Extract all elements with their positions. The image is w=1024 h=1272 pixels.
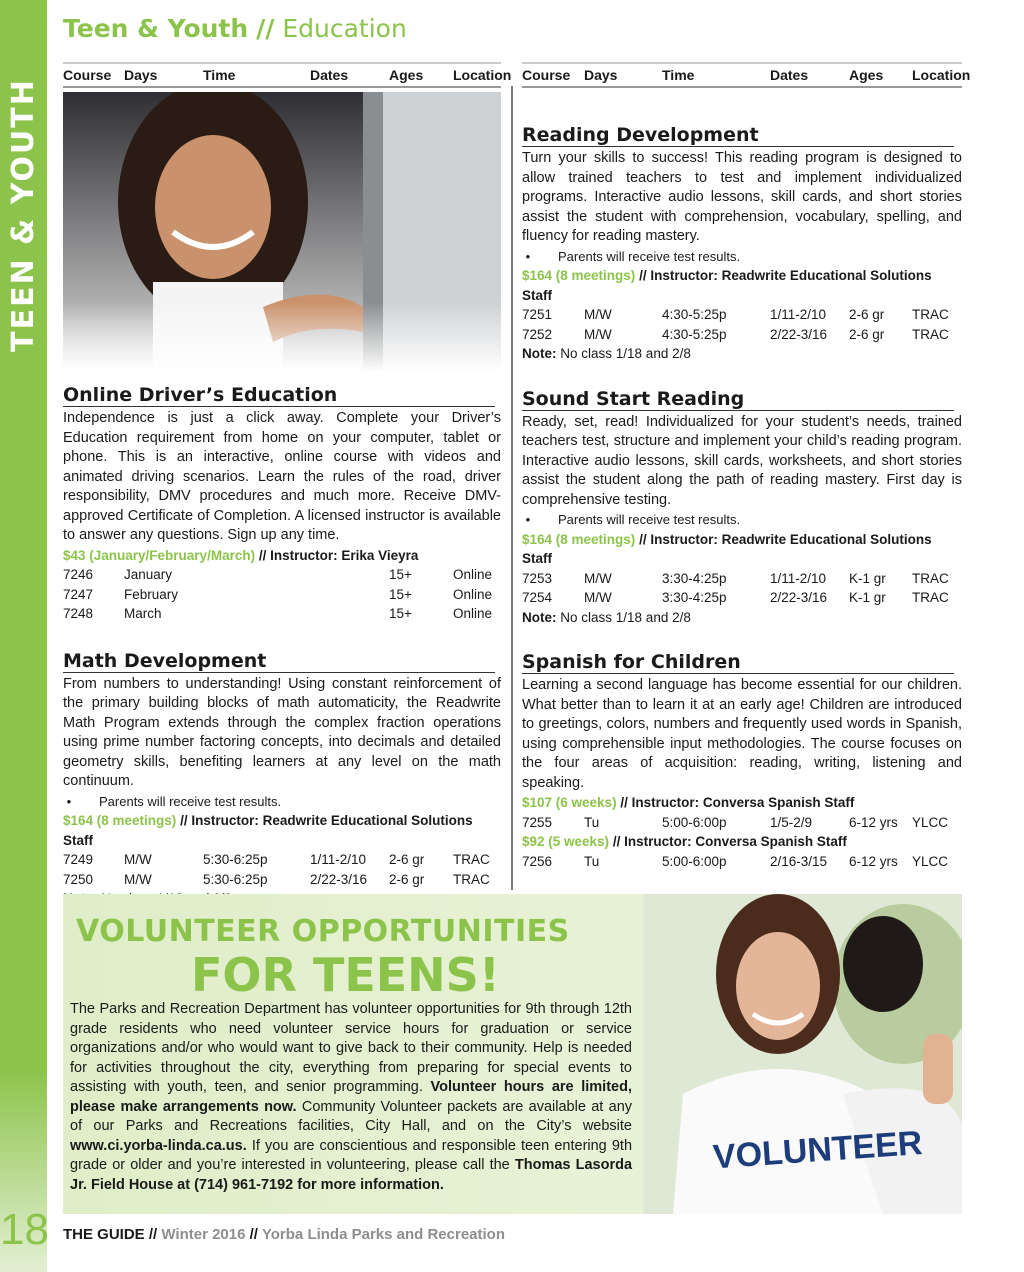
cell-dates: 2/22-3/16 bbox=[770, 326, 828, 342]
table-row bbox=[522, 852, 962, 872]
cell-ages: 15+ bbox=[389, 606, 412, 621]
course-online-drivers-ed bbox=[63, 384, 501, 624]
footer-org: Yorba Linda Parks and Recreation bbox=[261, 1226, 506, 1243]
cell-time: 5:30-6:25p bbox=[203, 852, 268, 867]
col-location: Location bbox=[453, 67, 512, 83]
bullet-text: Parents will receive test results. bbox=[558, 248, 741, 264]
course-bullet bbox=[522, 510, 962, 530]
cell-ages: K-1 gr bbox=[849, 590, 886, 605]
cell-location: TRAC bbox=[453, 852, 490, 867]
course-title: Sound Start Reading bbox=[522, 388, 954, 411]
cell-days: March bbox=[124, 606, 162, 621]
cell-course: 7248 bbox=[63, 606, 94, 621]
cell-location: Online bbox=[453, 586, 493, 602]
bullet-icon: • bbox=[522, 512, 531, 527]
note-label: Note: bbox=[522, 609, 557, 625]
cell-location: TRAC bbox=[912, 307, 949, 322]
sidebar-label: TEEN & YOUTH bbox=[6, 78, 41, 352]
course-title: Math Development bbox=[63, 650, 495, 673]
footer-separator: // bbox=[249, 1226, 258, 1243]
course-description: Learning a second language has become essential for our children. What better than to learn it at an early age! Children are introduced to greetings, colors, numbers and frequently used words in Spanish, using comprehensible input methodologies. The course focuses on the four areas of acquisition: reading, writing, listening and speaking. bbox=[522, 677, 962, 791]
col-ages: Ages bbox=[849, 67, 884, 83]
cell-location: Online bbox=[453, 567, 493, 582]
cell-ages: K-1 gr bbox=[849, 570, 886, 586]
topic-name: Education bbox=[282, 14, 407, 43]
footer-guide: THE GUIDE bbox=[63, 1226, 145, 1243]
volunteer-banner bbox=[63, 894, 962, 1214]
table-row bbox=[522, 569, 962, 589]
footer-separator: // bbox=[148, 1226, 158, 1243]
volunteer-text-c: Community Volunteer packets are available at any of our Parks and Recreations facilities, City Hall, and on the City’s website bbox=[70, 1098, 633, 1134]
cell-course: 7256 bbox=[522, 853, 553, 869]
course-instructor: // Instructor: Conversa Spanish Staff bbox=[612, 834, 847, 849]
table-row bbox=[63, 565, 501, 585]
table-row bbox=[522, 325, 962, 345]
cell-days: M/W bbox=[584, 590, 612, 605]
cell-days: M/W bbox=[584, 326, 612, 342]
col-days: Days bbox=[124, 67, 158, 83]
column-header-left bbox=[63, 62, 512, 88]
course-note bbox=[522, 344, 962, 364]
course-bullet bbox=[522, 247, 962, 267]
cell-ages: 2-6 gr bbox=[389, 871, 425, 887]
cell-time: 5:00-6:00p bbox=[662, 814, 727, 830]
course-description: Independence is just a click away. Complete your Driver’s Education requirement from home on your computer, tablet or phone. This is an interactive, online course with videos and animated driving scenarios. Learn the rules of the road, driver responsibility, DMV procedures and much more. Receive DMV-approved Certificate of Completion. A licensed instructor is available to answer any questions. Sign up any time. bbox=[63, 410, 501, 543]
cell-course: 7255 bbox=[522, 814, 553, 830]
course-math-development bbox=[63, 650, 501, 909]
course-title: Reading Development bbox=[522, 124, 954, 147]
column-header-right bbox=[522, 62, 971, 88]
course-price-line bbox=[522, 530, 962, 569]
cell-location: Online bbox=[453, 606, 493, 621]
cell-days: M/W bbox=[584, 307, 612, 322]
cell-dates: 1/11-2/10 bbox=[310, 852, 367, 867]
cell-dates: 2/22-3/16 bbox=[310, 871, 368, 887]
right-column bbox=[522, 124, 962, 871]
volunteer-text bbox=[70, 1000, 632, 1195]
course-note bbox=[522, 608, 962, 628]
cell-ages: 15+ bbox=[389, 567, 412, 582]
table-row bbox=[522, 588, 962, 608]
table-row bbox=[522, 305, 962, 325]
table-row bbox=[63, 870, 501, 890]
table-row bbox=[63, 604, 501, 624]
title-separator: // bbox=[256, 14, 275, 43]
course-price: $92 (5 weeks) bbox=[522, 834, 610, 849]
course-price: $107 (6 weeks) bbox=[522, 795, 617, 810]
table-row bbox=[522, 813, 962, 833]
cell-course: 7249 bbox=[63, 852, 94, 867]
course-price: $164 (8 meetings) bbox=[63, 813, 177, 828]
course-instructor: // Instructor: Erika Vieyra bbox=[258, 547, 419, 563]
col-dates: Dates bbox=[770, 67, 809, 83]
section-name: Teen & Youth bbox=[63, 14, 249, 43]
cell-days: Tu bbox=[584, 814, 600, 830]
cell-location: YLCC bbox=[912, 853, 949, 869]
course-price-line bbox=[63, 811, 501, 850]
volunteer-subheading: FOR TEENS! bbox=[191, 948, 500, 1002]
cell-days: February bbox=[124, 586, 179, 602]
course-price-line bbox=[522, 793, 962, 813]
page-footer bbox=[63, 1226, 505, 1243]
cell-time: 3:30-4:25p bbox=[662, 570, 727, 586]
volunteer-photo bbox=[643, 894, 962, 1214]
volunteer-text-bold: Volunteer hours are limited, please make arrangements now. bbox=[70, 1079, 632, 1115]
driver-photo bbox=[63, 92, 501, 372]
volunteer-text-d: If you are conscientious and responsible teen entering 9th grade or older and you’re interested in volunteering, please call the bbox=[70, 1137, 633, 1173]
volunteer-contact: Thomas Lasorda Jr. Field House at (714) 961-7192 for more information. bbox=[70, 1157, 633, 1193]
course-price: $43 (January/February/March) bbox=[63, 547, 256, 563]
cell-time: 3:30-4:25p bbox=[662, 590, 727, 605]
bullet-icon: • bbox=[522, 248, 531, 264]
bullet-text: Parents will receive test results. bbox=[99, 793, 282, 809]
course-title: Online Driver’s Education bbox=[63, 384, 495, 407]
cell-days: January bbox=[124, 567, 173, 582]
course-sound-start-reading bbox=[522, 388, 962, 628]
course-price-line bbox=[63, 546, 501, 566]
cell-course: 7252 bbox=[522, 326, 553, 342]
cell-ages: 2-6 gr bbox=[389, 852, 425, 867]
cell-days: Tu bbox=[584, 853, 600, 869]
cell-dates: 2/16-3/15 bbox=[770, 853, 828, 869]
note-text: No class 1/18 and 2/8 bbox=[560, 346, 691, 361]
volunteer-website-link[interactable]: www.ci.yorba-linda.ca.us. bbox=[70, 1137, 247, 1154]
col-ages: Ages bbox=[389, 67, 424, 83]
cell-location: TRAC bbox=[912, 590, 949, 605]
course-instructor: // Instructor: Readwrite Educational Solutions Staff bbox=[522, 268, 932, 303]
course-spanish-for-children bbox=[522, 651, 962, 871]
course-reading-development bbox=[522, 124, 962, 364]
note-text: No class 1/18 and 2/8 bbox=[560, 609, 691, 625]
cell-course: 7246 bbox=[63, 567, 94, 582]
course-description: Turn your skills to success! This reading program is designed to allow trained teachers to test and implement individualized programs. Interactive audio lessons, skill cards, and short stories assist the student with comprehension, vocabulary, spelling, and fluency for reading mastery. bbox=[522, 150, 962, 244]
cell-course: 7254 bbox=[522, 590, 553, 605]
col-time: Time bbox=[662, 67, 695, 83]
cell-location: TRAC bbox=[453, 871, 490, 887]
cell-location: YLCC bbox=[912, 814, 949, 830]
cell-dates: 1/11-2/10 bbox=[770, 570, 827, 586]
course-price-line bbox=[522, 832, 962, 852]
table-row bbox=[63, 585, 501, 605]
cell-days: M/W bbox=[584, 570, 612, 586]
volunteer-heading: VOLUNTEER OPPORTUNITIES bbox=[76, 914, 570, 949]
col-course: Course bbox=[63, 67, 112, 83]
note-label: Note: bbox=[522, 346, 557, 361]
cell-dates: 2/22-3/16 bbox=[770, 590, 828, 605]
cell-dates: 1/5-2/9 bbox=[770, 814, 813, 830]
driver-photo-illustration bbox=[63, 92, 501, 372]
course-instructor: // Instructor: Readwrite Educational Solutions Staff bbox=[63, 813, 473, 848]
course-price: $164 (8 meetings) bbox=[522, 268, 636, 283]
cell-time: 5:00-6:00p bbox=[662, 853, 727, 869]
table-row bbox=[63, 850, 501, 870]
col-location: Location bbox=[912, 67, 971, 83]
cell-course: 7253 bbox=[522, 570, 553, 586]
cell-ages: 15+ bbox=[389, 586, 412, 602]
cell-location: TRAC bbox=[912, 326, 949, 342]
sidebar bbox=[0, 0, 47, 1272]
course-price: $164 (8 meetings) bbox=[522, 531, 636, 547]
cell-location: TRAC bbox=[912, 570, 949, 586]
page-number: 18 bbox=[0, 1205, 49, 1254]
col-dates: Dates bbox=[310, 67, 349, 83]
cell-ages: 6-12 yrs bbox=[849, 814, 898, 830]
column-divider bbox=[511, 86, 513, 890]
course-instructor: // Instructor: Readwrite Educational Solutions Staff bbox=[522, 531, 932, 566]
course-title: Spanish for Children bbox=[522, 651, 954, 674]
cell-course: 7250 bbox=[63, 871, 94, 887]
cell-course: 7247 bbox=[63, 586, 94, 602]
bullet-icon: • bbox=[63, 793, 72, 809]
course-description: Ready, set, read! Individualized for your student’s needs, trained teachers test, structure and implement your child’s reading program. Interactive audio lessons, skill cards, worksheets, and short stories assist the student along the path of reading mastery. First day is comprehensive testing. bbox=[522, 413, 962, 508]
course-bullet bbox=[63, 792, 501, 812]
cell-dates: 1/11-2/10 bbox=[770, 307, 827, 322]
cell-time: 4:30-5:25p bbox=[662, 307, 727, 322]
shirt-text: VOLUNTEER bbox=[711, 1123, 924, 1177]
cell-ages: 2-6 gr bbox=[849, 307, 885, 322]
footer-season: Winter 2016 bbox=[161, 1226, 246, 1243]
cell-ages: 6-12 yrs bbox=[849, 853, 898, 869]
course-price-line bbox=[522, 266, 962, 305]
cell-days: M/W bbox=[124, 852, 152, 867]
cell-time: 5:30-6:25p bbox=[203, 871, 268, 887]
cell-time: 4:30-5:25p bbox=[662, 326, 727, 342]
col-time: Time bbox=[203, 67, 236, 83]
course-instructor: // Instructor: Conversa Spanish Staff bbox=[620, 795, 855, 810]
cell-ages: 2-6 gr bbox=[849, 326, 885, 342]
page-title bbox=[63, 14, 407, 43]
left-column bbox=[63, 384, 501, 909]
volunteer-text-a: The Parks and Recreation Department has volunteer opportunities for 9th through 12th grade residents who need volunteer service hours for graduation or service organizations and/or who would want to give back to their community. Help is needed for activities throughout the city, everything from preparing for special events to assisting with youth, teen, and senior programming. bbox=[70, 1001, 632, 1095]
bullet-text: Parents will receive test results. bbox=[558, 512, 741, 527]
course-description: From numbers to understanding! Using constant reinforcement of the primary building blocks of math automaticity, the Readwrite Math Program extends through the complex fraction operations using prime number factoring concepts, into decimals and detailed geometry skills, benefiting learners at any level on the math continuum. bbox=[63, 675, 501, 789]
cell-days: M/W bbox=[124, 871, 152, 887]
cell-course: 7251 bbox=[522, 307, 553, 322]
col-days: Days bbox=[584, 67, 618, 83]
col-course: Course bbox=[522, 67, 571, 83]
